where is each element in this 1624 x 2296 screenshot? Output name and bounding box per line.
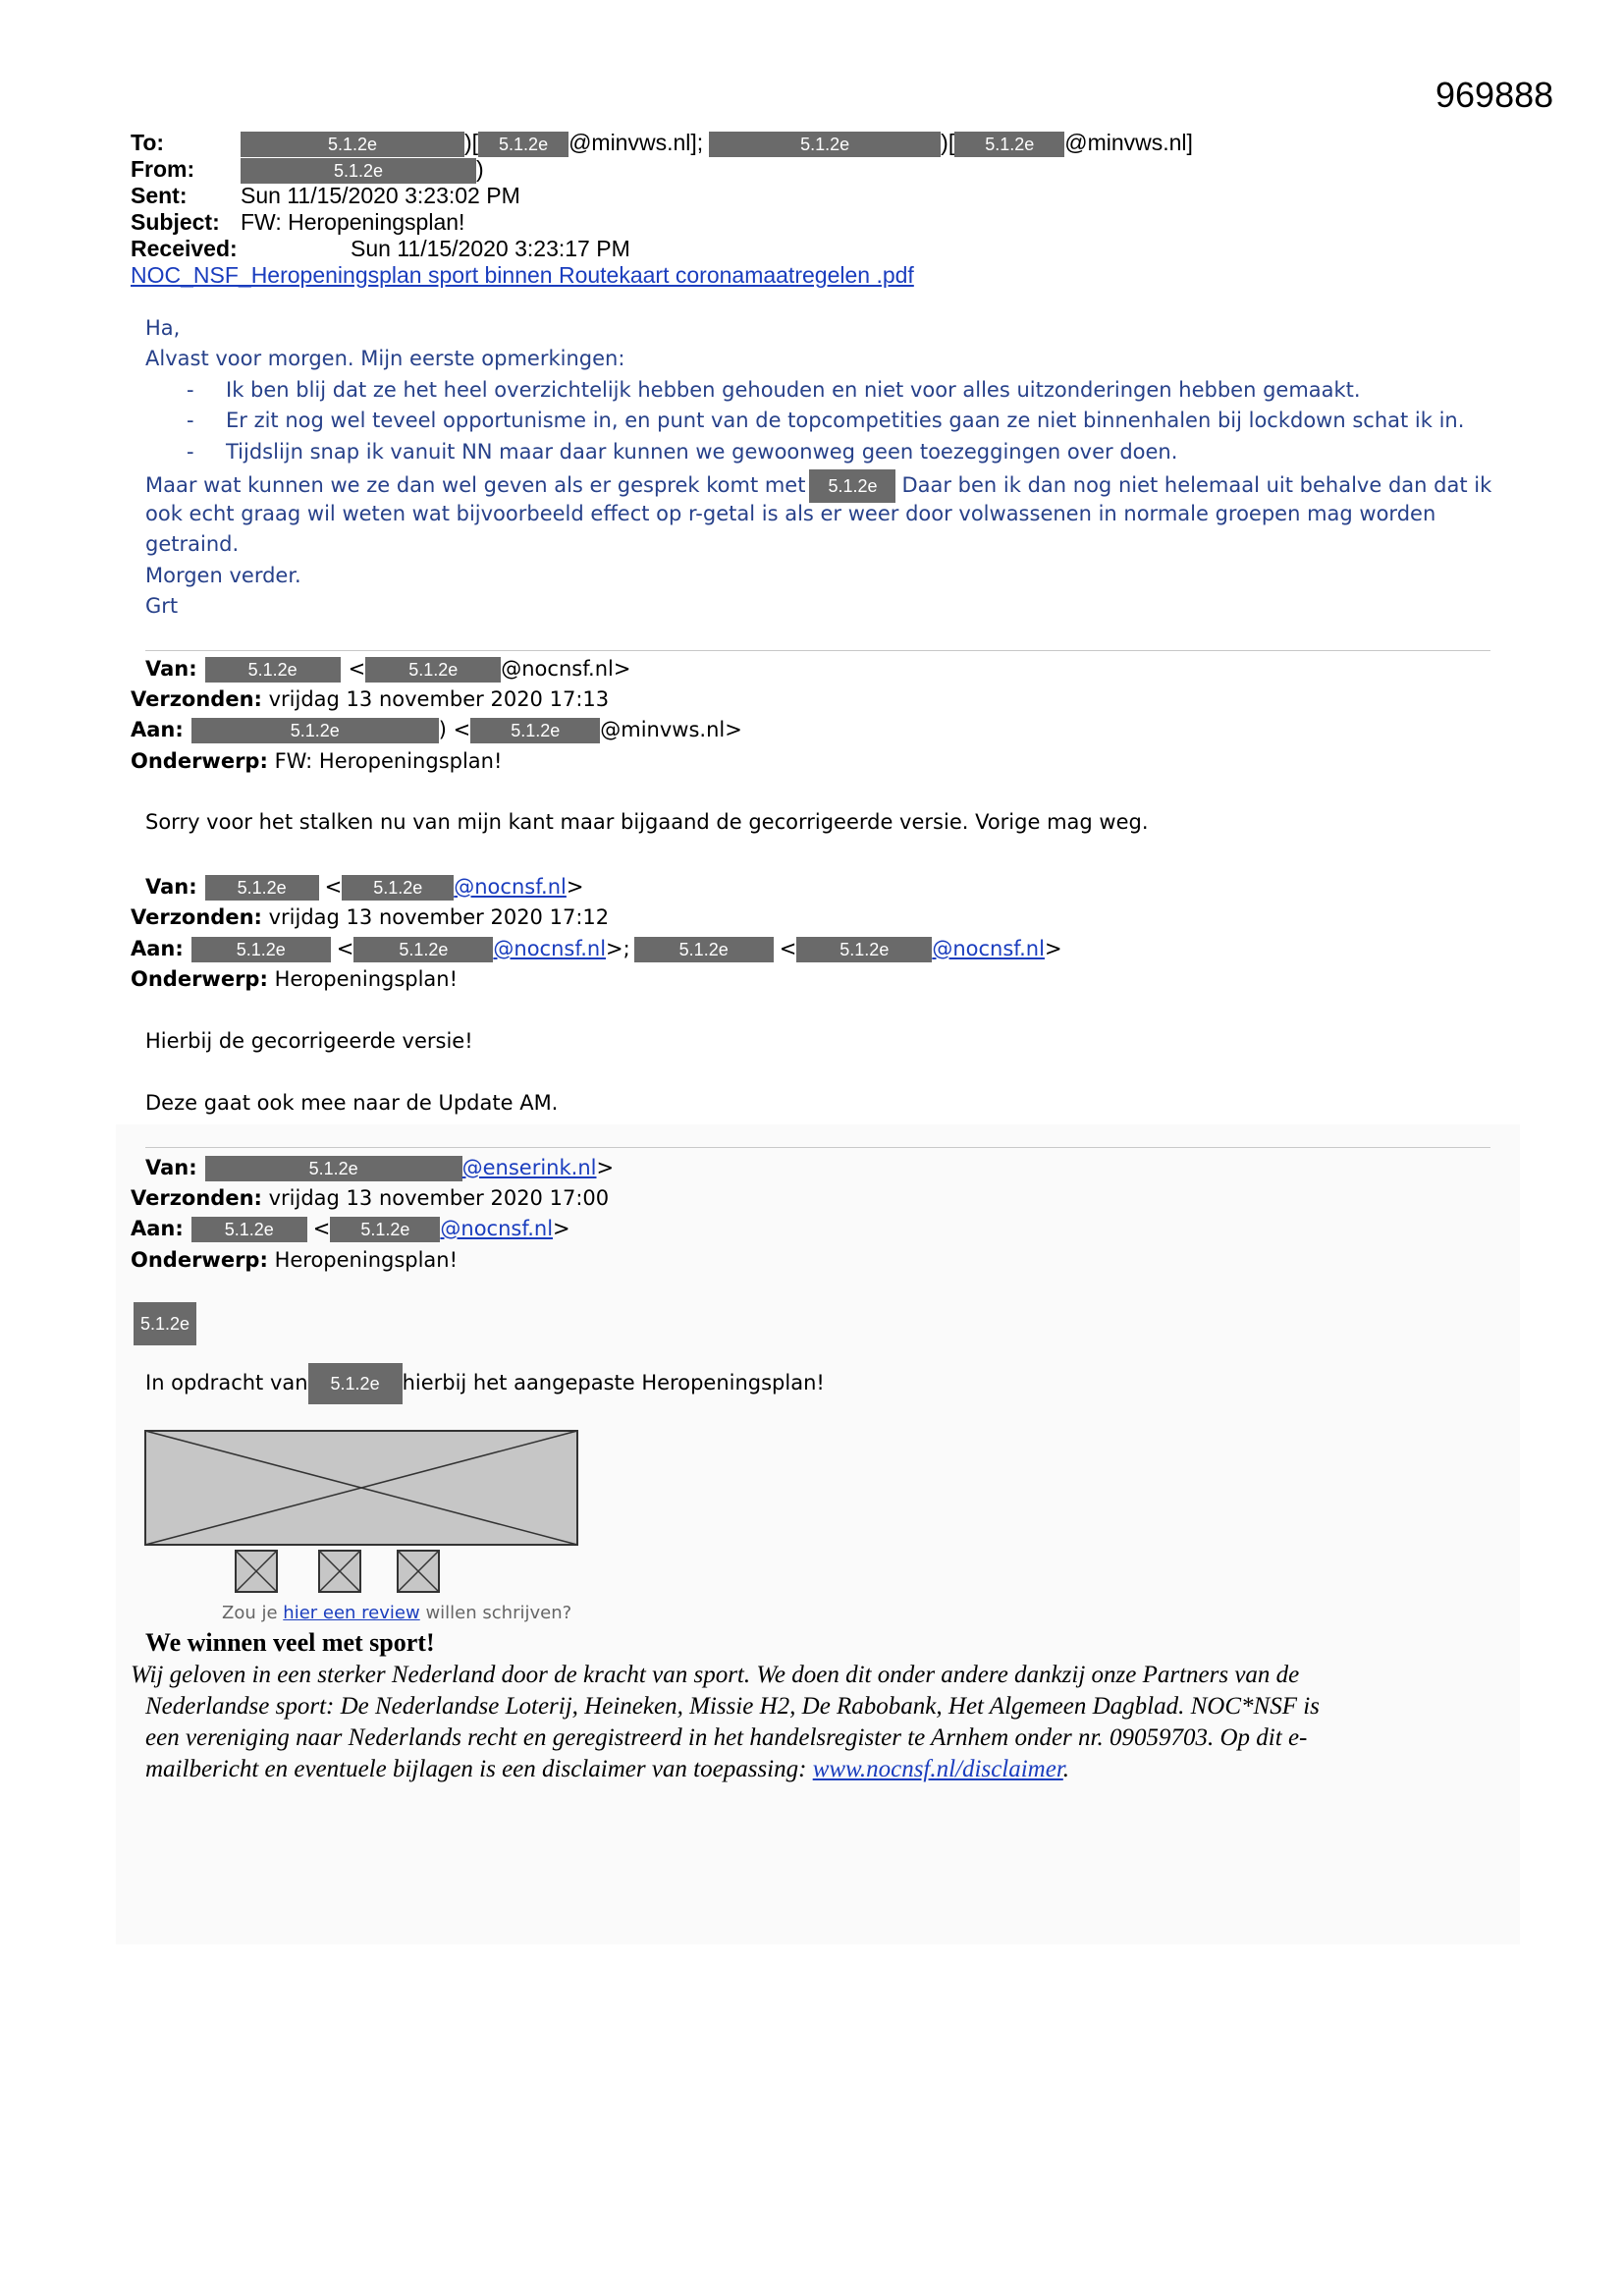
- document-number: 969888: [1435, 75, 1554, 115]
- to-label: To:: [131, 130, 165, 155]
- email1-to-row: [131, 715, 742, 744]
- email1-from-row: [145, 654, 630, 683]
- redaction-box: 5.1.2e: [205, 657, 341, 683]
- verzonden-label: Verzonden:: [131, 905, 262, 929]
- aan-label: Aan:: [131, 718, 184, 741]
- sent-value: Sun 11/15/2020 3:23:02 PM: [241, 183, 520, 208]
- bullet-1: Ik ben blij dat ze het heel overzichtelijk hebben gehouden en niet voor alles uitzonderingen hebben gemaakt.: [226, 378, 1361, 402]
- closing-2: Grt: [145, 594, 179, 618]
- onderwerp-label: Onderwerp:: [131, 1248, 268, 1272]
- bullet-marker: -: [187, 440, 194, 464]
- lt: <: [779, 937, 797, 960]
- divider: [145, 650, 1490, 651]
- email2-from-domain[interactable]: @nocnsf.nl: [454, 875, 567, 899]
- aan-label: Aan:: [131, 937, 184, 960]
- salutation-redaction: [134, 1302, 196, 1345]
- email3-to-row: [131, 1214, 570, 1243]
- redaction-box: 5.1.2e: [478, 132, 568, 157]
- redaction-box: 5.1.2e: [308, 1363, 403, 1404]
- email2-subject-row: [131, 964, 458, 994]
- verzonden-label: Verzonden:: [131, 1186, 262, 1210]
- bracket: )[: [464, 130, 479, 155]
- email2-to-row: [131, 934, 1062, 963]
- paragraph-line-2: ook echt graag wil weten wat bijvoorbeeld effect op r-getal is als er weer door volwassenen in normale groepen mag worden: [145, 502, 1436, 525]
- bullet-2: Er zit nog wel teveel opportunisme in, en punt van de topcompetities gaan ze niet binnenhalen bij lockdown schat ik in.: [226, 409, 1465, 432]
- redaction-box: 5.1.2e: [330, 1217, 440, 1242]
- email2-sent: vrijdag 13 november 2020 17:12: [268, 905, 610, 929]
- bullet-marker: -: [187, 409, 194, 432]
- bracket: )[: [941, 130, 955, 155]
- disclaimer-end: .: [1062, 1756, 1070, 1782]
- subject-label: Subject:: [131, 209, 220, 235]
- disclaimer-text: mailbericht en eventuele bijlagen is een disclaimer van toepassing:: [145, 1756, 807, 1782]
- to-domain-1: @minvws.nl];: [568, 130, 704, 155]
- email3-to-domain[interactable]: @nocnsf.nl: [440, 1217, 554, 1240]
- broken-image-banner-icon: [144, 1430, 578, 1587]
- redaction-box: 5.1.2e: [205, 875, 319, 901]
- onderwerp-label: Onderwerp:: [131, 967, 268, 991]
- email3-from-row: [145, 1153, 614, 1182]
- lt: <: [348, 657, 366, 681]
- redaction-box: 5.1.2e: [241, 132, 464, 157]
- email1-sent: vrijdag 13 november 2020 17:13: [268, 687, 610, 711]
- redaction-box: 5.1.2e: [342, 875, 454, 901]
- email1-sent-row: [131, 684, 609, 714]
- greeting: Ha,: [145, 316, 181, 340]
- review-post: willen schrijven?: [425, 1603, 572, 1623]
- header-subject-row: [131, 209, 464, 236]
- lt: <: [312, 1217, 331, 1240]
- review-pre: Zou je: [222, 1603, 278, 1623]
- disclaimer-line-3: een vereniging naar Nederlands recht en geregistreerd in het handelsregister te Arnhem onder nr. 09059703. Op dit e-: [145, 1724, 1308, 1751]
- disclaimer-line-1: Wij geloven in een sterker Nederland door de kracht van sport. We doen dit onder andere dankzij onze Partners van de: [131, 1662, 1300, 1688]
- redaction-box: 5.1.2e: [365, 657, 501, 683]
- signature-slogan: We winnen veel met sport!: [145, 1628, 435, 1657]
- redaction-box: 5.1.2e: [241, 158, 476, 184]
- email3-sent: vrijdag 13 november 2020 17:00: [268, 1186, 610, 1210]
- broken-image-social-icon[interactable]: [318, 1550, 361, 1593]
- redaction-box: 5.1.2e: [134, 1302, 196, 1345]
- email2-body-2: Deze gaat ook mee naar de Update AM.: [145, 1091, 559, 1115]
- redaction-box: 5.1.2e: [353, 937, 493, 962]
- disclaimer-line-2: Nederlandse sport: De Nederlandse Loterij, Heineken, Missie H2, De Rabobank, Het Algemeen Dagblad. NOC*NSF is: [145, 1693, 1320, 1720]
- received-value: Sun 11/15/2020 3:23:17 PM: [351, 236, 630, 261]
- van-label: Van:: [145, 875, 197, 899]
- review-link[interactable]: hier een review: [283, 1603, 420, 1623]
- header-received-row: [131, 236, 630, 262]
- broken-image-social-icon[interactable]: [235, 1550, 278, 1593]
- lt: <: [336, 937, 354, 960]
- onderwerp-label: Onderwerp:: [131, 749, 268, 773]
- email3-body-post: hierbij het aangepaste Heropeningsplan!: [402, 1371, 825, 1394]
- paragraph-line-3: getraind.: [145, 532, 240, 556]
- email2-to-domain-1[interactable]: @nocnsf.nl: [493, 937, 607, 960]
- paragraph-part-2: Daar ben ik dan nog niet helemaal uit behalve dan dat ik: [901, 473, 1492, 497]
- email2-from-row: [145, 872, 583, 902]
- email3-body-pre: In opdracht van: [145, 1371, 308, 1394]
- disclaimer-link[interactable]: www.nocnsf.nl/disclaimer: [812, 1756, 1063, 1782]
- van-label: Van:: [145, 1156, 197, 1179]
- email2-to-domain-2[interactable]: @nocnsf.nl: [932, 937, 1045, 960]
- email3-from-domain[interactable]: @enserink.nl: [461, 1156, 597, 1179]
- redaction-box: 5.1.2e: [205, 1156, 462, 1181]
- redaction-box: 5.1.2e: [191, 937, 331, 962]
- email3-body: [145, 1363, 825, 1404]
- aan-label: Aan:: [131, 1217, 184, 1240]
- gt: >: [596, 1156, 615, 1179]
- redaction-box: 5.1.2e: [709, 132, 941, 157]
- paragraph-line-1: [145, 469, 1491, 503]
- redaction-box: 5.1.2e: [796, 937, 932, 962]
- email2-body-1: Hierbij de gecorrigeerde versie!: [145, 1029, 473, 1053]
- redaction-box: 5.1.2e: [634, 937, 774, 962]
- review-line: [222, 1603, 571, 1623]
- email1-subject: FW: Heropeningsplan!: [274, 749, 503, 773]
- email1-subject-row: [131, 746, 502, 776]
- redaction-box: 5.1.2e: [191, 718, 439, 743]
- sep: >;: [606, 937, 630, 960]
- lt: <: [324, 875, 343, 899]
- subject-value: FW: Heropeningsplan!: [241, 209, 465, 235]
- van-label: Van:: [145, 657, 197, 681]
- header-sent-row: [131, 183, 520, 209]
- bullet-3: Tijdslijn snap ik vanuit NN maar daar kunnen we gewoonweg geen toezeggingen over doen.: [226, 440, 1178, 464]
- email3-subject: Heropeningsplan!: [274, 1248, 459, 1272]
- header-to-row: [131, 130, 1193, 157]
- from-close: ): [476, 156, 484, 182]
- paragraph-part-1: Maar wat kunnen we ze dan wel geven als er gesprek komt met: [145, 473, 806, 497]
- redaction-box: 5.1.2e: [470, 718, 600, 743]
- email3-subject-row: [131, 1245, 458, 1275]
- email2-subject: Heropeningsplan!: [274, 967, 459, 991]
- redaction-box: 5.1.2e: [191, 1217, 307, 1242]
- attachment-link[interactable]: NOC_NSF_Heropeningsplan sport binnen Routekaart coronamaatregelen .pdf: [131, 262, 914, 288]
- broken-image-social-icon[interactable]: [397, 1550, 440, 1593]
- from-label: From:: [131, 156, 195, 182]
- bullet-marker: -: [187, 378, 194, 402]
- paren-lt: ) <: [438, 718, 471, 741]
- redaction-box: 5.1.2e: [954, 132, 1064, 157]
- verzonden-label: Verzonden:: [131, 687, 262, 711]
- gt: >: [553, 1217, 570, 1240]
- email1-body: Sorry voor het stalken nu van mijn kant maar bijgaand de gecorrigeerde versie. Vorige mag weg.: [145, 810, 1149, 834]
- disclaimer-line-4: [145, 1756, 1069, 1783]
- intro: Alvast voor morgen. Mijn eerste opmerkingen:: [145, 347, 625, 370]
- to-domain-2: @minvws.nl]: [1064, 130, 1193, 155]
- email1-to-domain: @minvws.nl>: [600, 718, 742, 741]
- email3-sent-row: [131, 1183, 609, 1213]
- received-label: Received:: [131, 236, 238, 261]
- divider: [145, 1147, 1490, 1148]
- gt: >: [1044, 937, 1062, 960]
- email1-from-domain: @nocnsf.nl>: [501, 657, 631, 681]
- closing-1: Morgen verder.: [145, 564, 301, 587]
- email2-sent-row: [131, 902, 609, 932]
- redaction-box: 5.1.2e: [809, 469, 895, 503]
- header-from-row: [131, 156, 484, 184]
- sent-label: Sent:: [131, 183, 188, 208]
- gt: >: [566, 875, 584, 899]
